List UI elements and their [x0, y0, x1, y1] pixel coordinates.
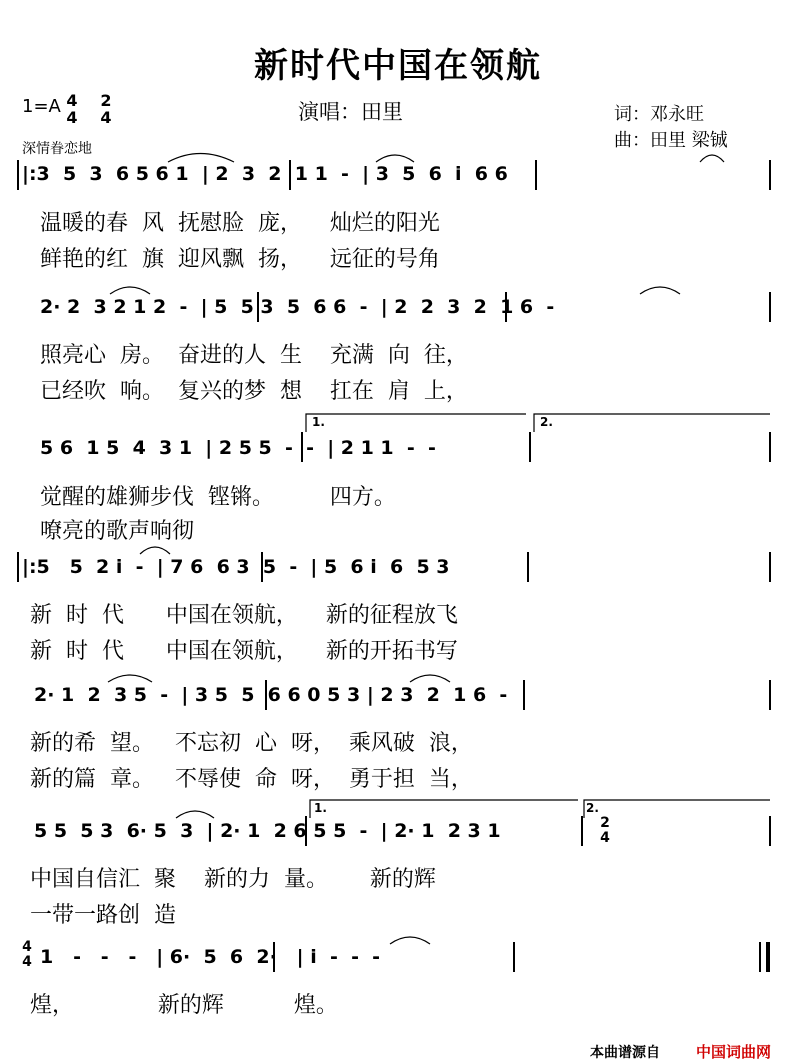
slur [108, 675, 152, 682]
lyric-row-1-verse-1: 温暖的春 风 抚慰脸 庞， 灿烂的阳光 [40, 211, 440, 236]
lyric-row-3-verse-2: 嘹亮的歌声响彻 [40, 519, 195, 544]
lyric-row-4-verse-2: 新 时 代 中国在领航， 新的开拓书写 [30, 639, 458, 664]
lyric-row-7-verse-1: 煌， 新的辉 煌。 [30, 993, 338, 1018]
volta-1-bracket-b [310, 800, 578, 818]
slur [168, 154, 234, 163]
singer: 演唱：田里 [298, 100, 403, 124]
lyric-row-1-verse-2: 鲜艳的红 旗 迎风飘 扬， 远征的号角 [40, 247, 440, 272]
lyric-row-2-verse-1: 照亮心 房。 奋进的人 生 充满 向 往， [40, 343, 468, 368]
key-signature: 1=A [22, 96, 61, 117]
lyric-row-6-verse-2: 一带一路创 造 [30, 903, 176, 928]
lyric-row-3-verse-1: 觉醒的雄狮步伐 铿锵。 四方。 [40, 485, 396, 510]
time-sig-bottom: 4 [100, 108, 112, 127]
song-title: 新时代中国在领航 [254, 46, 542, 86]
lyric-row-6-verse-1: 中国自信汇 聚 新的力 量。 新的辉 [30, 867, 436, 892]
footer-source-label: 本曲谱源自 [590, 1045, 660, 1061]
time-sig-bottom: 4 [600, 830, 610, 846]
slur [700, 155, 724, 162]
notation-row-3: 5 6 1 5 4 3 1 | 2 5 5 - - | 2 1 1 - - [40, 437, 436, 459]
notation-row-6: 5 5 5 3 6· 5 3 | 2· 1 2 6 5 5 - | 2· 1 2 3 1 [34, 820, 501, 842]
notation-row-2: 2· 2 3 2 1 2 - | 5 5 3 5 6 6 - | 2 2 3 2 1 6 - [40, 296, 555, 318]
volta-1-label-b: 1. [314, 801, 327, 815]
lyric-row-5-verse-1: 新的希 望。 不忘初 心 呀， 乘风破 浪， [30, 731, 473, 756]
slur [110, 287, 150, 294]
time-sig-top: 4 [66, 91, 78, 110]
slur [376, 155, 414, 162]
notation-row-4: |:5 5 2 i - | 7 6 6 3 5 - | 5 6 i 6 5 3 [22, 556, 450, 578]
volta-2-bracket [534, 414, 770, 432]
time-sig-top: 4 [22, 939, 32, 955]
tempo-marking: 深情眷恋地 [22, 141, 92, 157]
slur [176, 811, 214, 818]
time-sig-top: 2 [600, 815, 610, 831]
slur [140, 547, 170, 554]
lyric-row-4-verse-1: 新 时 代 中国在领航， 新的征程放飞 [30, 603, 458, 628]
time-sig-top: 2 [100, 91, 112, 110]
composer: 曲：田里 梁铖 [614, 130, 728, 151]
volta-1-bracket [306, 414, 526, 432]
volta-2-label-b: 2. [586, 801, 599, 815]
lyricist: 词：邓永旺 [614, 104, 704, 125]
lyric-row-5-verse-2: 新的篇 章。 不辱使 命 呀， 勇于担 当， [30, 767, 473, 792]
slur [640, 287, 680, 294]
volta-2-label: 2. [540, 415, 553, 429]
time-sig-bottom: 4 [66, 108, 78, 127]
notation-row-1: |:3 5 3 6 5 6 1 | 2 3 2 1 1 - | 3 5 6 i 6 6 [22, 163, 508, 185]
footer-site-link[interactable]: 中国词曲网 [696, 1043, 772, 1061]
time-sig-bottom: 4 [22, 954, 32, 970]
notation-row-7: 1 - - - | 6· 5 6 2· | i - - - [40, 946, 381, 968]
slur [390, 937, 430, 944]
slur [410, 675, 450, 682]
volta-1-label: 1. [312, 415, 325, 429]
lyric-row-2-verse-2: 已经吹 响。 复兴的梦 想 扛在 肩 上， [40, 379, 468, 404]
notation-row-5: 2· 1 2 3 5 - | 3 5 5 6 6 0 5 3 | 2 3 2 1 6 - [34, 684, 508, 706]
volta-2-bracket-b [584, 800, 770, 818]
